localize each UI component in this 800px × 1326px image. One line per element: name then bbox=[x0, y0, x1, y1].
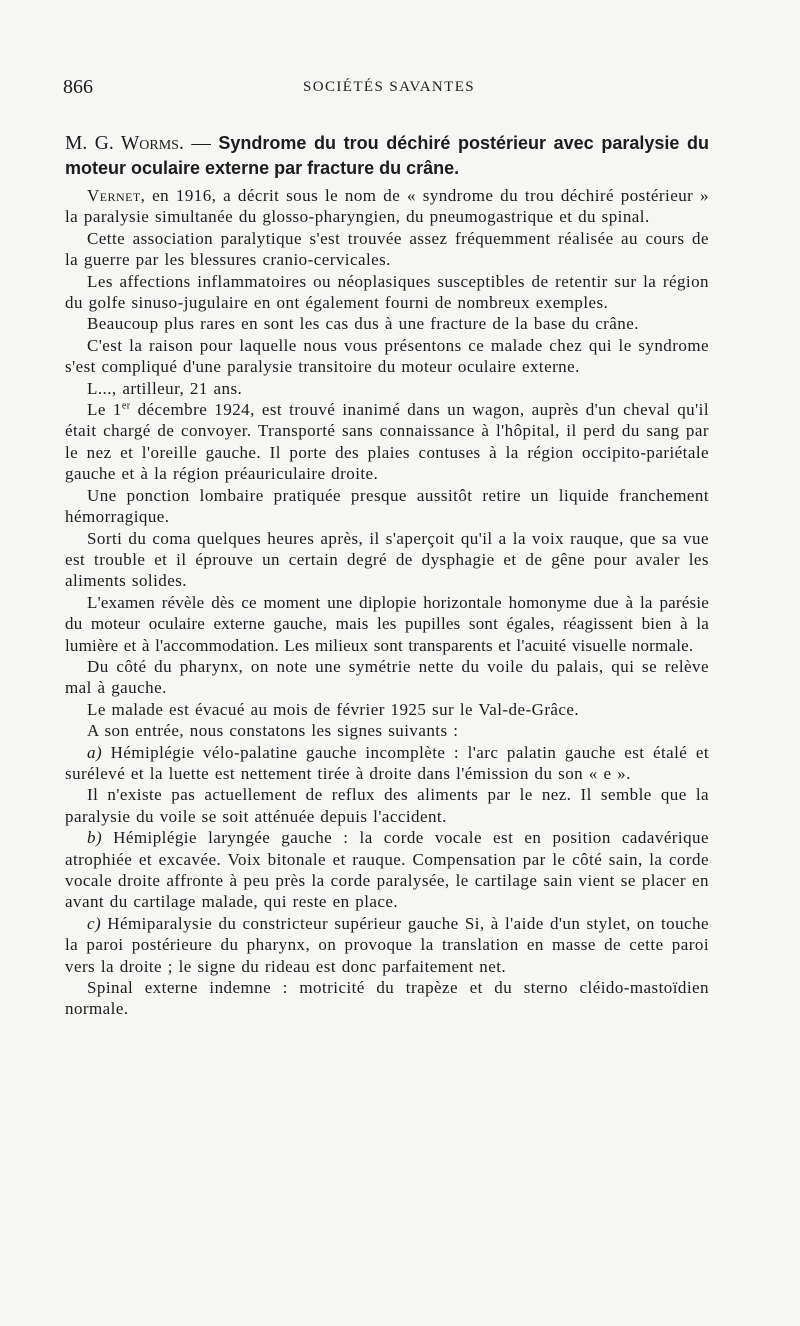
paragraph bbox=[65, 592, 709, 656]
paragraph-text: Hémiparalysie du constricteur supérieur gauche Si, à l'aide d'un stylet, on touche la paroi postérieure du pharynx, on provoque la translation en masse de cette paroi vers la droite ; le signe du rideau est donc parfaitement net. bbox=[65, 913, 709, 976]
paragraph bbox=[65, 399, 709, 485]
paragraph-text: Spinal externe indemne : motricité du trapèze et du sterno cléido-mastoïdien normale. bbox=[65, 978, 709, 1019]
paragraph-date-prefix: Le 1 bbox=[87, 400, 122, 420]
paragraph bbox=[65, 485, 709, 528]
paragraph-text: Sorti du coma quelques heures après, il s'aperçoit qu'il a la voix rauque, que sa vue est trouble et il éprouve un certain degré de dysphagie et de gêne pour avaler les aliments solides. bbox=[65, 528, 709, 591]
paragraph-text: Les affections inflammatoires ou néoplasiques susceptibles de retentir sur la région du golfe sinuso-jugulaire en ont également fourni de nombreux exemples. bbox=[65, 271, 709, 313]
paragraph bbox=[65, 827, 709, 913]
ordinal-superscript: er bbox=[121, 400, 131, 412]
paragraph-list-marker: c) bbox=[87, 913, 102, 933]
page-number: 866 bbox=[63, 76, 93, 98]
paragraph-text: L..., artilleur, 21 ans. bbox=[87, 378, 243, 398]
paragraph bbox=[65, 313, 709, 334]
paragraph-list-marker: b) bbox=[87, 828, 103, 848]
paragraph-text: Une ponction lombaire pratiquée presque aussitôt retire un liquide franchement hémorragique. bbox=[65, 485, 709, 527]
paragraph-text: Le malade est évacué au mois de février 1925 sur le Val-de-Grâce. bbox=[87, 699, 580, 719]
running-title: SOCIÉTÉS SAVANTES bbox=[303, 79, 476, 95]
paragraph bbox=[65, 699, 709, 720]
paragraph bbox=[65, 378, 709, 399]
paragraph bbox=[65, 913, 709, 977]
paragraph-text: Du côté du pharynx, on note une symétrie nette du voile du palais, qui se relève mal à gauche. bbox=[65, 656, 709, 698]
paragraph-text: C'est la raison pour laquelle nous vous présentons ce malade chez qui le syndrome s'est compliqué d'une paralysie transitoire du moteur oculaire externe. bbox=[65, 335, 709, 377]
paragraph-list-marker: a) bbox=[87, 742, 103, 762]
paragraph bbox=[65, 528, 709, 592]
paragraph-text: Beaucoup plus rares en sont les cas dus à une fracture de la base du crâne. bbox=[87, 314, 639, 334]
paragraph bbox=[65, 656, 709, 699]
article-title bbox=[65, 131, 709, 181]
paragraph-text: L'examen révèle dès ce moment une diplopie horizontale homonyme due à la parésie du moteur oculaire externe gauche, mais les pupilles sont égales, réagissent bien à la lumière et à l'accommodation. Les milieux sont transparents et l'acuité visuelle normale. bbox=[65, 592, 709, 655]
paragraph-text: Hémiplégie vélo-palatine gauche incomplète : l'arc palatin gauche est étalé et surélevé et la luette est nettement tirée à droite dans l'émission du son « e ». bbox=[65, 742, 709, 783]
paragraph-text: en 1916, a décrit sous le nom de « syndrome du trou déchiré postérieur » la paralysie simultanée du glosso-pharyngien, du pneumogastrique et du spinal. bbox=[65, 186, 709, 227]
document-page bbox=[65, 72, 709, 1020]
paragraph-text: Hémiplégie laryngée gauche : la corde vocale est en position cadavérique atrophiée et excavée. Voix bitonale et rauque. Compensation par le côté sain, la corde vocale droite affronte à peu près la corde paralysée, le cartilage sain vient se placer en avant du cartilage malade, qui reste en place. bbox=[65, 828, 709, 912]
paragraph-text: Il n'existe pas actuellement de reflux des aliments par le nez. Il semble que la paralysie du voile se soit atténuée depuis l'accident. bbox=[65, 785, 709, 826]
paragraph-lead-name: Vernet, bbox=[87, 186, 146, 205]
running-header bbox=[65, 72, 709, 112]
paragraph-text: Cette association paralytique s'est trouvée assez fréquemment réalisée au cours de la guerre par les blessures cranio-cervicales. bbox=[65, 228, 709, 270]
paragraph bbox=[65, 185, 709, 228]
paragraph bbox=[65, 977, 709, 1020]
paragraph bbox=[65, 228, 709, 271]
article-body bbox=[65, 185, 709, 1020]
author-name: M. G. Worms. — bbox=[65, 133, 211, 154]
paragraph bbox=[65, 335, 709, 378]
paragraph bbox=[65, 742, 709, 785]
paragraph bbox=[65, 720, 709, 741]
paragraph-text: décembre 1924, est trouvé inanimé dans un wagon, auprès d'un cheval qu'il était chargé de convoyer. Transporté sans connaissance à l'hôpital, il perd du sang par le nez et l'oreille gauche. Il porte des plaies contuses à la région occipito-pariétale gauche et à la région préauriculaire droite. bbox=[65, 400, 709, 484]
title-text: Syndrome du trou déchiré postérieur avec paralysie du moteur oculaire externe par fracture du crâne. bbox=[65, 133, 710, 178]
paragraph bbox=[65, 271, 709, 314]
paragraph-text: A son entrée, nous constatons les signes suivants : bbox=[87, 721, 459, 741]
paragraph bbox=[65, 784, 709, 827]
